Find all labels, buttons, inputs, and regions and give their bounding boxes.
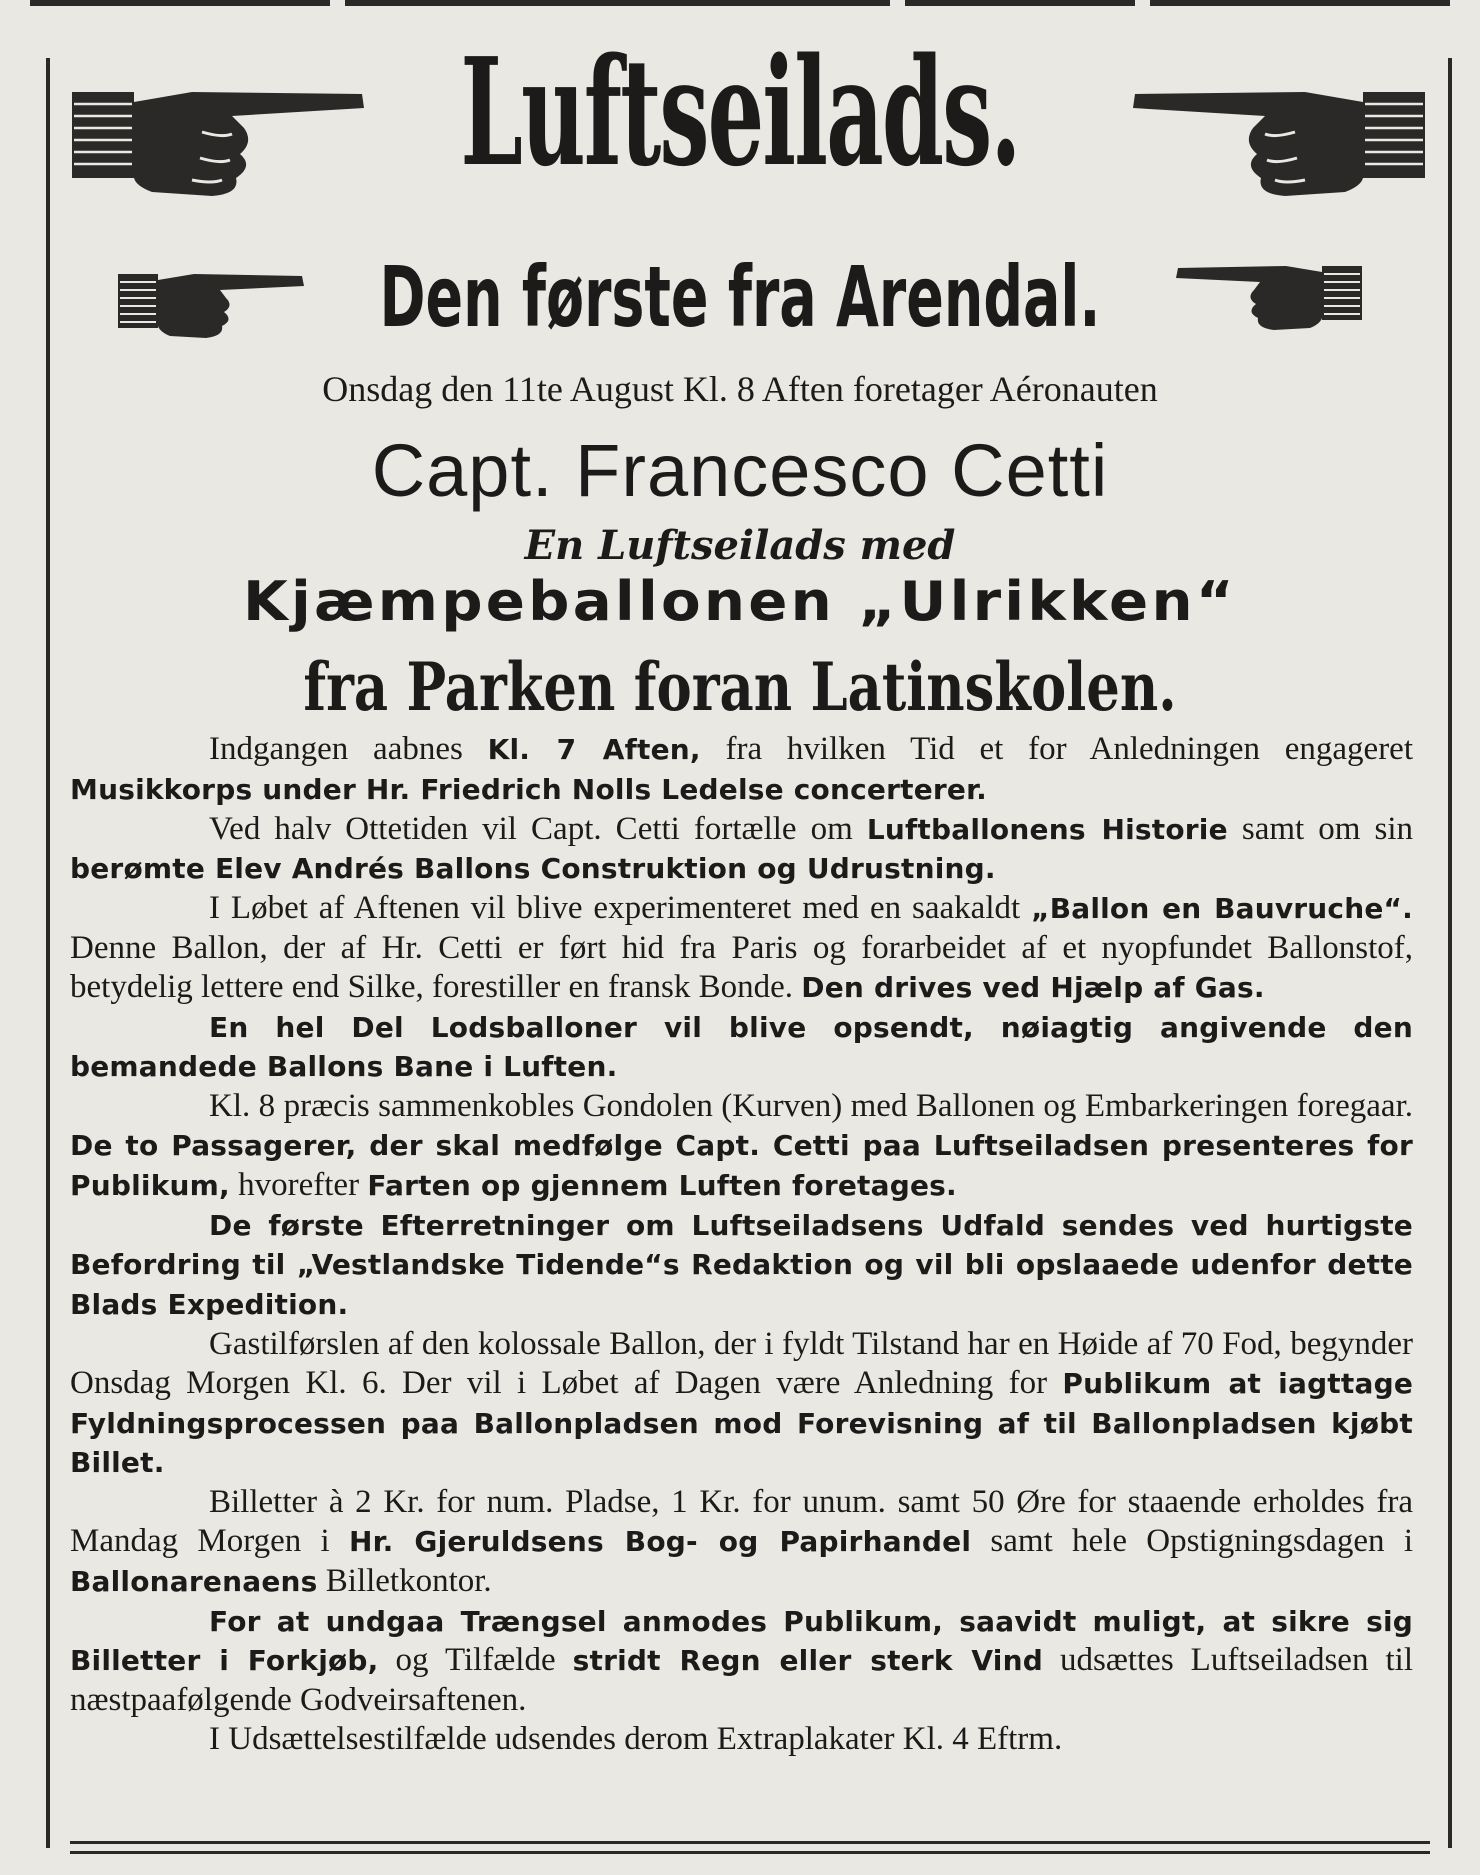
bold-text-run: Kl. 7 Aften,	[487, 733, 701, 766]
body-paragraph	[70, 1008, 1413, 1088]
subheadline: Den første fra Arendal.	[379, 248, 1101, 346]
bold-text-run: Luftballonens Historie	[866, 812, 1228, 846]
text-run: Kl. 8 præcis sammenkobles Gondolen (Kurven) med Ballonen og Embarkeringen foregaar.	[209, 1088, 1413, 1125]
top-rule	[345, 0, 890, 6]
body-paragraph	[70, 1720, 1413, 1759]
text-run: fra hvilken Tid et for Anledningen engageret	[700, 731, 1413, 767]
text-run: samt om sin	[1227, 810, 1413, 847]
bold-text-run: En hel Del Lodsballoner vil blive opsendt, nøiagtig angivende den bemandede Ballons Bane i Luften.	[70, 1010, 1413, 1084]
body-paragraph	[70, 1206, 1413, 1325]
bold-text-run: Den drives ved Hjælp af Gas.	[801, 970, 1265, 1004]
body-paragraph	[70, 730, 1413, 810]
bold-text-run: „Ballon en Bauvruche“.	[1031, 892, 1413, 926]
bold-text-run: Musikkorps under Hr. Friedrich Nolls Ledelse concerterer.	[70, 772, 987, 806]
bottom-rule	[70, 1851, 1430, 1854]
balloon-name-line: Kjæmpeballonen „Ulrikken“	[243, 570, 1237, 633]
text-run: Billetkontor.	[317, 1562, 492, 1599]
bold-text-run: De to Passagerer, der skal medfølge Capt. Cetti paa Luftseiladsen presenteres for Publikum,	[70, 1128, 1413, 1202]
text-run: Ved halv Ottetiden vil Capt. Cetti fortælle om	[209, 810, 867, 847]
top-rule	[1150, 0, 1450, 6]
body-paragraph	[70, 1602, 1413, 1720]
bold-text-run: Ballonarenaens	[70, 1564, 318, 1598]
text-run: Denne Ballon, der af Hr. Cetti er ført hid fra Paris og forarbeidet af et nyopfundet Ballonstof, betydelig lettere end Silke, forestiller en fransk Bonde.	[70, 929, 1413, 1005]
text-run: Billetter à 2 Kr. for num. Pladse, 1 Kr. for unum. samt 50 Øre for staaende erholdes fra Mandag Morgen i	[70, 1484, 1413, 1559]
venue-line: fra Parken foran Latinskolen.	[303, 648, 1177, 726]
bold-text-run: Publikum at iagttage Fyldningsprocessen paa Ballonpladsen mod Forevisning af til Ballonpladsen kjøbt Billet.	[70, 1366, 1414, 1480]
intro-line: Onsdag den 11te August Kl. 8 Aften foretager Aéronauten	[322, 369, 1158, 409]
text-run: I Udsættelsestilfælde udsendes derom Extraplakater Kl. 4 Eftrm.	[209, 1720, 1063, 1757]
body-paragraph	[70, 1325, 1413, 1483]
text-run: samt hele Opstigningsdagen i	[971, 1522, 1413, 1559]
bold-text-run: stridt Regn eller sterk Vind	[572, 1644, 1043, 1678]
top-rule	[905, 0, 1135, 6]
body-paragraph	[70, 1483, 1413, 1601]
bold-text-run: For at undgaa Trængsel anmodes Publikum, saavidt muligt, at sikre sig Billetter i Forkjøb,	[70, 1604, 1413, 1678]
bold-text-run: berømte Elev Andrés Ballons Construktion og Udrustning.	[70, 852, 996, 886]
aeronaut-name: Capt. Francesco Cetti	[371, 429, 1109, 512]
text-run: Gastilførslen af den kolossale Ballon, der i fyldt Tilstand har en Høide af 70 Fod, begynder Onsdag Morgen Kl. 6. Der vil i Løbet af Dagen være Anledning for	[70, 1325, 1413, 1401]
bold-text-run: Farten op gjennem Luften foretages.	[367, 1168, 957, 1202]
text-run: udsættes Luftseiladsen til næstpaafølgende Godveirsaftenen.	[70, 1642, 1413, 1719]
bold-text-run: Hr. Gjeruldsens Bog- og Papirhandel	[348, 1524, 972, 1558]
text-run: I Løbet af Aftenen vil blive experimenteret med en saakaldt	[209, 890, 1032, 927]
text-run: hvorefter	[229, 1166, 368, 1203]
body-paragraph	[70, 1087, 1413, 1205]
bottom-rule	[70, 1841, 1430, 1844]
body-paragraph	[70, 889, 1413, 1007]
bold-text-run: De første Efterretninger om Luftseiladsens Udfald sendes ved hurtigste Befordring til „Vestlandske Tidende“s Redaktion og vil bli opslaaede udenfor dette Blads Expedition.	[70, 1208, 1413, 1322]
text-run: Indgangen aabnes	[209, 731, 488, 767]
italic-line: En Luftseilads med	[524, 522, 956, 569]
body-text	[70, 730, 1413, 1759]
body-paragraph	[70, 810, 1413, 890]
headline: Luftseilads.	[460, 25, 1020, 199]
text-run: og Tilfælde	[378, 1642, 573, 1679]
top-rule	[30, 0, 330, 6]
